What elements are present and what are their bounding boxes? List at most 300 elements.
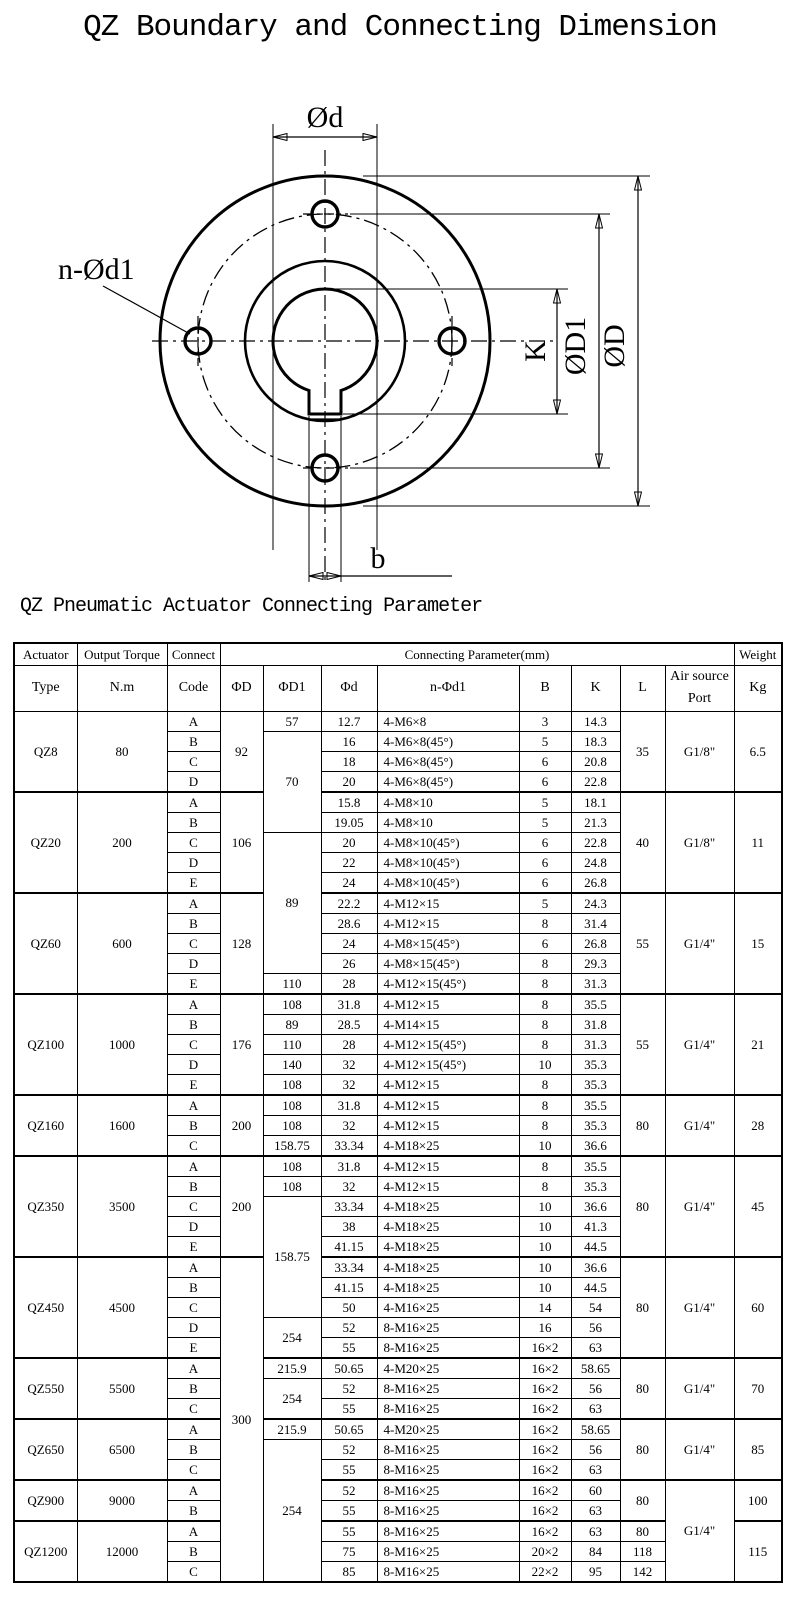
table-cell: A <box>167 1521 220 1542</box>
table-cell: 16×2 <box>519 1480 571 1501</box>
header-cell: Output Torque <box>77 643 167 666</box>
table-cell: 11 <box>734 792 782 893</box>
table-cell: 15.8 <box>321 792 377 813</box>
table-cell: 89 <box>263 832 321 973</box>
table-cell: G1/4" <box>665 994 734 1095</box>
table-cell: 28.5 <box>321 1014 377 1034</box>
table-cell: 58.65 <box>571 1358 620 1379</box>
table-cell: 36.6 <box>571 1257 620 1278</box>
table-cell: 4-M18×25 <box>377 1257 519 1278</box>
table-cell: 18 <box>321 751 377 771</box>
table-cell: 215.9 <box>263 1419 321 1440</box>
table-cell: A <box>167 994 220 1015</box>
header-cell: L <box>620 666 665 712</box>
actuator-type-cell: QZ1200 <box>14 1521 77 1582</box>
table-cell: 63 <box>571 1337 620 1358</box>
table-cell: 4-M12×15 <box>377 1074 519 1095</box>
table-cell: 106 <box>220 792 263 893</box>
table-cell: C <box>167 1196 220 1216</box>
table-cell: 41.15 <box>321 1277 377 1297</box>
table-cell: 4-M20×25 <box>377 1358 519 1379</box>
table-cell: 18.1 <box>571 792 620 813</box>
table-cell: 6 <box>519 771 571 792</box>
table-row <box>14 711 782 731</box>
table-cell: 10 <box>519 1054 571 1074</box>
table-cell: 8-M16×25 <box>377 1541 519 1561</box>
table-cell: 176 <box>220 994 263 1095</box>
flange-drawing-svg <box>0 89 800 594</box>
table-cell: 3500 <box>77 1156 167 1257</box>
table-cell: 35.5 <box>571 1095 620 1116</box>
n-od1-leader-line <box>103 286 190 334</box>
table-cell: 55 <box>620 893 665 994</box>
header-cell: ΦD <box>220 666 263 712</box>
table-cell: 4-M8×10(45°) <box>377 832 519 852</box>
table-cell: 108 <box>263 1095 321 1116</box>
table-cell: 140 <box>263 1054 321 1074</box>
table-cell: 6 <box>519 933 571 953</box>
table-cell: 14 <box>519 1297 571 1317</box>
table-cell: 55 <box>321 1459 377 1480</box>
table-cell: 108 <box>263 994 321 1015</box>
table-cell: 16×2 <box>519 1398 571 1419</box>
table-row <box>14 994 782 1015</box>
table-cell: 80 <box>620 1257 665 1358</box>
header-row <box>14 666 782 712</box>
table-cell: 4-M6×8(45°) <box>377 731 519 751</box>
table-cell: 63 <box>571 1459 620 1480</box>
table-cell: 4-M6×8 <box>377 711 519 731</box>
table-cell: 20 <box>321 832 377 852</box>
dim-label-od1: ØD1 <box>559 316 592 376</box>
table-cell: 84 <box>571 1541 620 1561</box>
table-cell: C <box>167 1398 220 1419</box>
table-cell: 4-M20×25 <box>377 1419 519 1440</box>
table-cell: 28 <box>321 973 377 994</box>
table-cell: 20×2 <box>519 1541 571 1561</box>
table-cell: 1000 <box>77 994 167 1095</box>
table-cell: 22.2 <box>321 893 377 914</box>
table-cell: 31.8 <box>321 1156 377 1177</box>
table-cell: 80 <box>77 711 167 792</box>
table-cell: A <box>167 1257 220 1278</box>
table-cell: C <box>167 1459 220 1480</box>
table-cell: 6 <box>519 852 571 872</box>
table-cell: B <box>167 1176 220 1196</box>
table-title: QZ Pneumatic Actuator Connecting Parameter <box>20 595 483 618</box>
table-cell: 41.15 <box>321 1236 377 1257</box>
table-cell: D <box>167 1317 220 1337</box>
table-cell: 55 <box>321 1398 377 1419</box>
table-cell: C <box>167 1034 220 1054</box>
table-cell: 200 <box>77 792 167 893</box>
table-cell: 22 <box>321 852 377 872</box>
table-cell: 4-M12×15 <box>377 1095 519 1116</box>
table-cell: 4-M14×15 <box>377 1014 519 1034</box>
table-cell: D <box>167 953 220 973</box>
table-cell: 8 <box>519 1156 571 1177</box>
table-cell: C <box>167 933 220 953</box>
table-cell: G1/4" <box>665 1156 734 1257</box>
table-cell: 10 <box>519 1135 571 1156</box>
table-cell: 20.8 <box>571 751 620 771</box>
table-cell: 54 <box>571 1297 620 1317</box>
table-cell: 5 <box>519 731 571 751</box>
table-cell: 200 <box>220 1095 263 1156</box>
table-cell: 15 <box>734 893 782 994</box>
table-cell: 28.6 <box>321 913 377 933</box>
table-cell: 80 <box>620 1095 665 1156</box>
table-cell: 16 <box>321 731 377 751</box>
table-cell: 70 <box>263 731 321 832</box>
table-cell: 31.8 <box>321 1095 377 1116</box>
table-cell: 5 <box>519 792 571 813</box>
table-cell: 75 <box>321 1541 377 1561</box>
table-row <box>14 1257 782 1278</box>
table-cell: 4-M12×15 <box>377 893 519 914</box>
table-cell: 28 <box>321 1034 377 1054</box>
table-cell: G1/8" <box>665 711 734 792</box>
table-cell: 20 <box>321 771 377 792</box>
actuator-type-cell: QZ60 <box>14 893 77 994</box>
table-cell: G1/8" <box>665 792 734 893</box>
table-cell: 142 <box>620 1561 665 1582</box>
table-cell: 254 <box>263 1439 321 1582</box>
actuator-type-cell: QZ20 <box>14 792 77 893</box>
table-row <box>14 792 782 813</box>
table-cell: 35.5 <box>571 1156 620 1177</box>
table-cell: B <box>167 1439 220 1459</box>
table-cell: 22.8 <box>571 832 620 852</box>
table-cell: 6.5 <box>734 711 782 792</box>
table-cell: B <box>167 731 220 751</box>
table-cell: G1/4" <box>665 1257 734 1358</box>
table-cell: 16×2 <box>519 1459 571 1480</box>
actuator-type-cell: QZ550 <box>14 1358 77 1419</box>
table-row <box>14 1156 782 1177</box>
table-cell: 8-M16×25 <box>377 1378 519 1398</box>
table-cell: 4-M12×15 <box>377 913 519 933</box>
table-cell: C <box>167 832 220 852</box>
table-cell: 4-M18×25 <box>377 1216 519 1236</box>
actuator-type-cell: QZ100 <box>14 994 77 1095</box>
table-cell: 26.8 <box>571 933 620 953</box>
table-cell: D <box>167 852 220 872</box>
table-cell: 118 <box>620 1541 665 1561</box>
table-cell: B <box>167 812 220 832</box>
header-cell: Actuator <box>14 643 77 666</box>
table-cell: 50.65 <box>321 1419 377 1440</box>
table-cell: 4500 <box>77 1257 167 1358</box>
table-cell: A <box>167 1095 220 1116</box>
table-cell: 70 <box>734 1358 782 1419</box>
table-cell: 8-M16×25 <box>377 1439 519 1459</box>
table-cell: A <box>167 1156 220 1177</box>
table-cell: 108 <box>263 1115 321 1135</box>
table-cell: 4-M12×15 <box>377 1176 519 1196</box>
table-cell: 85 <box>734 1419 782 1480</box>
header-cell: N.m <box>77 666 167 712</box>
table-row <box>14 1419 782 1440</box>
table-body <box>14 711 782 1582</box>
table-cell: 31.4 <box>571 913 620 933</box>
table-cell: 6 <box>519 872 571 893</box>
table-cell: G1/4" <box>665 1095 734 1156</box>
table-cell: 32 <box>321 1115 377 1135</box>
actuator-type-cell: QZ450 <box>14 1257 77 1358</box>
table-cell: 31.3 <box>571 973 620 994</box>
table-cell: 4-M8×15(45°) <box>377 953 519 973</box>
table-cell: 4-M6×8(45°) <box>377 771 519 792</box>
table-cell: 8-M16×25 <box>377 1317 519 1337</box>
table-cell: 33.34 <box>321 1135 377 1156</box>
table-cell: 16×2 <box>519 1419 571 1440</box>
table-cell: 8 <box>519 1095 571 1116</box>
table-cell: 8 <box>519 953 571 973</box>
header-cell: Connecting Parameter(mm) <box>220 643 734 666</box>
table-cell: 80 <box>620 1156 665 1257</box>
actuator-type-cell: QZ900 <box>14 1480 77 1521</box>
table-cell: 4-M8×10 <box>377 812 519 832</box>
table-cell: E <box>167 872 220 893</box>
table-cell: 63 <box>571 1398 620 1419</box>
table-cell: A <box>167 1358 220 1379</box>
table-cell: 80 <box>620 1419 665 1480</box>
table-cell: 16×2 <box>519 1358 571 1379</box>
table-cell: 4-M6×8(45°) <box>377 751 519 771</box>
table-row <box>14 893 782 914</box>
table-cell: 8 <box>519 1115 571 1135</box>
table-cell: 110 <box>263 1034 321 1054</box>
table-cell: 16×2 <box>519 1378 571 1398</box>
table-cell: G1/4" <box>665 1480 734 1582</box>
table-cell: 4-M18×25 <box>377 1236 519 1257</box>
table-cell: 4-M18×25 <box>377 1135 519 1156</box>
table-cell: E <box>167 973 220 994</box>
table-cell: 44.5 <box>571 1236 620 1257</box>
connecting-parameter-table <box>13 642 783 1583</box>
table-cell: 38 <box>321 1216 377 1236</box>
table-cell: 8-M16×25 <box>377 1398 519 1419</box>
table-cell: 31.8 <box>571 1014 620 1034</box>
header-cell: ΦD1 <box>263 666 321 712</box>
table-cell: 8 <box>519 973 571 994</box>
table-cell: D <box>167 1216 220 1236</box>
table-cell: 85 <box>321 1561 377 1582</box>
table-cell: 158.75 <box>263 1196 321 1317</box>
table-cell: A <box>167 893 220 914</box>
table-cell: B <box>167 1541 220 1561</box>
table-cell: 35.3 <box>571 1074 620 1095</box>
table-cell: 58.65 <box>571 1419 620 1440</box>
table-cell: 33.34 <box>321 1196 377 1216</box>
table-cell: A <box>167 1419 220 1440</box>
table-cell: 52 <box>321 1480 377 1501</box>
table-cell: 8-M16×25 <box>377 1521 519 1542</box>
table-cell: 16×2 <box>519 1521 571 1542</box>
flange-diagram <box>0 89 800 594</box>
header-cell: Code <box>167 666 220 712</box>
table-cell: 21.3 <box>571 812 620 832</box>
table-cell: 19.05 <box>321 812 377 832</box>
table-cell: A <box>167 711 220 731</box>
table-cell: 10 <box>519 1277 571 1297</box>
table-cell: G1/4" <box>665 1358 734 1419</box>
table-cell: 5500 <box>77 1358 167 1419</box>
table-cell: 31.3 <box>571 1034 620 1054</box>
table-cell: 8-M16×25 <box>377 1480 519 1501</box>
table-cell: 12000 <box>77 1521 167 1582</box>
table-cell: 18.3 <box>571 731 620 751</box>
table-cell: 60 <box>734 1257 782 1358</box>
table-cell: 4-M12×15(45°) <box>377 973 519 994</box>
table-cell: 28 <box>734 1095 782 1156</box>
table-cell: 4-M12×15 <box>377 1115 519 1135</box>
table-cell: 33.34 <box>321 1257 377 1278</box>
header-cell: Φd <box>321 666 377 712</box>
table-cell: 55 <box>321 1521 377 1542</box>
table-cell: 60 <box>571 1480 620 1501</box>
table-cell: 4-M12×15(45°) <box>377 1054 519 1074</box>
table-cell: 24 <box>321 933 377 953</box>
table-cell: 55 <box>321 1337 377 1358</box>
table-cell: 16 <box>519 1317 571 1337</box>
table-cell: C <box>167 1561 220 1582</box>
table-cell: 110 <box>263 973 321 994</box>
dim-label-n-od1: n-Ød1 <box>58 253 135 286</box>
header-cell: Type <box>14 666 77 712</box>
table-cell: 52 <box>321 1378 377 1398</box>
table-cell: 35.3 <box>571 1115 620 1135</box>
table-cell: 4-M16×25 <box>377 1297 519 1317</box>
header-cell: n-Φd1 <box>377 666 519 712</box>
table-cell: 8-M16×25 <box>377 1459 519 1480</box>
table-cell: 31.8 <box>321 994 377 1015</box>
table-cell: G1/4" <box>665 1419 734 1480</box>
table-cell: 29.3 <box>571 953 620 973</box>
table-cell: 32 <box>321 1074 377 1095</box>
table-cell: 52 <box>321 1317 377 1337</box>
dim-label-oD: ØD <box>598 324 631 368</box>
table-cell: 10 <box>519 1196 571 1216</box>
table-cell: 16×2 <box>519 1337 571 1358</box>
table-cell: 4-M8×10(45°) <box>377 852 519 872</box>
table-cell: 8 <box>519 913 571 933</box>
table-cell: 56 <box>571 1317 620 1337</box>
table-cell: 24 <box>321 872 377 893</box>
table-cell: 35.5 <box>571 994 620 1015</box>
table-row <box>14 1480 782 1501</box>
header-cell: K <box>571 666 620 712</box>
table-cell: 108 <box>263 1156 321 1177</box>
table-cell: 6 <box>519 751 571 771</box>
table-cell: 10 <box>519 1236 571 1257</box>
table-cell: E <box>167 1337 220 1358</box>
table-cell: 26.8 <box>571 872 620 893</box>
table-cell: A <box>167 1480 220 1501</box>
table-cell: 8 <box>519 1034 571 1054</box>
table-cell: 24.3 <box>571 893 620 914</box>
table-cell: 32 <box>321 1054 377 1074</box>
table-row <box>14 1095 782 1116</box>
actuator-type-cell: QZ650 <box>14 1419 77 1480</box>
table-cell: 45 <box>734 1156 782 1257</box>
table-cell: 254 <box>263 1378 321 1419</box>
table-cell: 5 <box>519 893 571 914</box>
table-cell: E <box>167 1236 220 1257</box>
table-cell: 26 <box>321 953 377 973</box>
header-cell: B <box>519 666 571 712</box>
table-cell: 6500 <box>77 1419 167 1480</box>
table-cell: 36.6 <box>571 1135 620 1156</box>
table-cell: E <box>167 1074 220 1095</box>
table-cell: 254 <box>263 1317 321 1358</box>
table-cell: 63 <box>571 1521 620 1542</box>
table-cell: 200 <box>220 1156 263 1257</box>
dim-label-b: b <box>370 542 386 575</box>
actuator-type-cell: QZ160 <box>14 1095 77 1156</box>
dim-label-od: Ød <box>306 101 344 134</box>
table-cell: 36.6 <box>571 1196 620 1216</box>
dim-label-k: K <box>519 340 552 362</box>
table-cell: 16×2 <box>519 1439 571 1459</box>
table-cell: 80 <box>620 1521 665 1542</box>
table-cell: 35.3 <box>571 1054 620 1074</box>
table-cell: 57 <box>263 711 321 731</box>
table-cell: 40 <box>620 792 665 893</box>
table-header <box>14 643 782 711</box>
table-cell: B <box>167 1378 220 1398</box>
table-cell: C <box>167 1135 220 1156</box>
table-cell: 215.9 <box>263 1358 321 1379</box>
table-cell: 108 <box>263 1176 321 1196</box>
table-cell: 41.3 <box>571 1216 620 1236</box>
table-cell: 95 <box>571 1561 620 1582</box>
table-cell: 8-M16×25 <box>377 1337 519 1358</box>
page-title: QZ Boundary and Connecting Dimension <box>83 10 717 45</box>
table-cell: 50 <box>321 1297 377 1317</box>
table-cell: B <box>167 1277 220 1297</box>
table-cell: 22×2 <box>519 1561 571 1582</box>
table-cell: 21 <box>734 994 782 1095</box>
header-cell: Connect <box>167 643 220 666</box>
table-cell: D <box>167 771 220 792</box>
table-cell: C <box>167 751 220 771</box>
table-cell: 63 <box>571 1500 620 1521</box>
table-cell: 100 <box>734 1480 782 1521</box>
table-cell: 4-M12×15(45°) <box>377 1034 519 1054</box>
table-cell: 8 <box>519 1074 571 1095</box>
table-cell: 4-M18×25 <box>377 1196 519 1216</box>
table-cell: 115 <box>734 1521 782 1582</box>
table-cell: 300 <box>220 1257 263 1582</box>
table-cell: 50.65 <box>321 1358 377 1379</box>
table-cell: 4-M18×25 <box>377 1277 519 1297</box>
actuator-type-cell: QZ8 <box>14 711 77 792</box>
table-cell: 8-M16×25 <box>377 1500 519 1521</box>
table-cell: 600 <box>77 893 167 994</box>
table-cell: 8-M16×25 <box>377 1561 519 1582</box>
actuator-type-cell: QZ350 <box>14 1156 77 1257</box>
table-cell: 4-M12×15 <box>377 1156 519 1177</box>
table-cell: 44.5 <box>571 1277 620 1297</box>
table-cell: 4-M8×15(45°) <box>377 933 519 953</box>
table-cell: 8 <box>519 1014 571 1034</box>
table-cell: 52 <box>321 1439 377 1459</box>
header-cell: Air source Port <box>665 666 734 712</box>
table-row <box>14 1358 782 1379</box>
table-cell: 24.8 <box>571 852 620 872</box>
